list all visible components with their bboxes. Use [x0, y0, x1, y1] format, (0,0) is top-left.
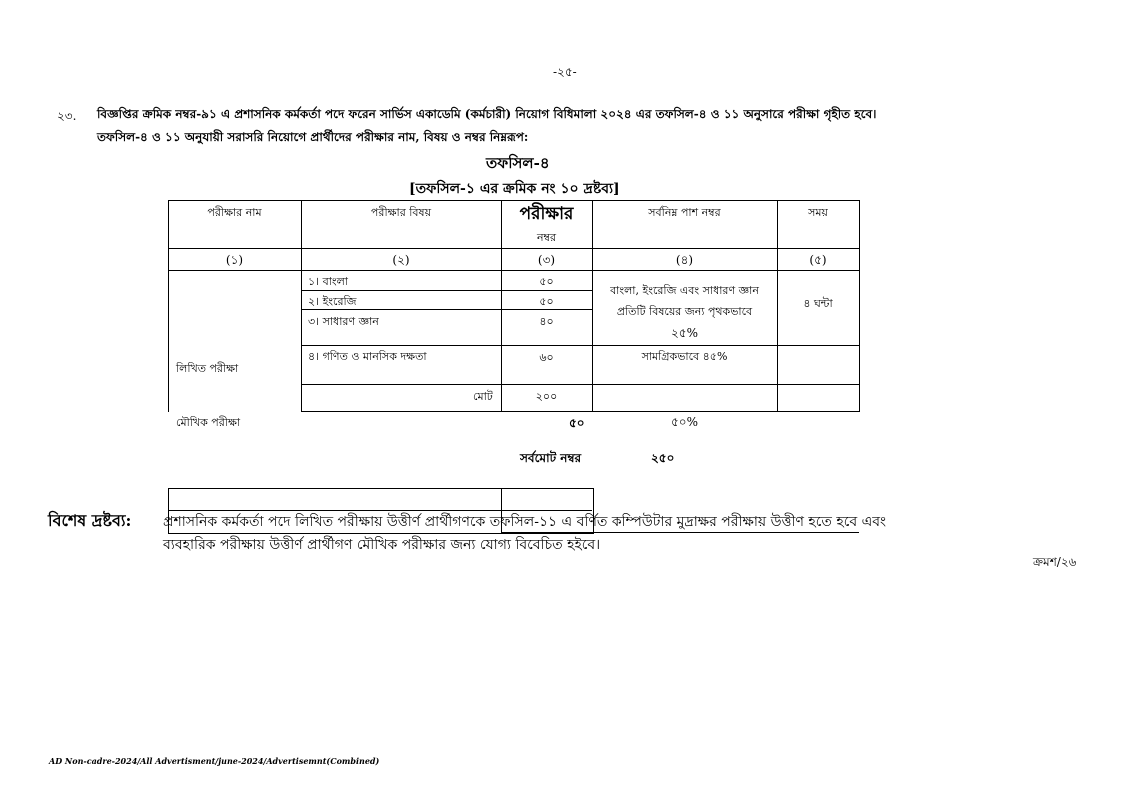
column-number: (৫) [809, 253, 827, 267]
subject-name: ১। বাংলা [308, 275, 349, 288]
column-number: (২) [392, 253, 410, 267]
written-exam-label: লিখিত পরীক্ষা [176, 362, 239, 375]
intro-paragraph-line-1: বিজ্ঞপ্তির ক্রমিক নম্বর-৯১ এ প্রশাসনিক কর্মকর্তা পদে ফরেন সার্ভিস একাডেমি (কর্মচারী) নিয়োগ বিধিমালা ২০২৪ এর তফসিল-৪ ও ১১ অনুসারে পরীক্ষা গৃহীত হবে। [97, 107, 877, 121]
special-note-line-1: প্রশাসনিক কর্মকর্তা পদে লিখিত পরীক্ষায় উত্তীর্ণ প্রার্থীগণকে তফসিল-১১ এ বর্ণিত কম্পিউটার মুদ্রাক্ষর পরীক্ষায় উত্তীণ হতে হবে এবং [163, 514, 887, 530]
pass-note-line-2: প্রতিটি বিষয়ের জন্য পৃথকভাবে [616, 305, 753, 318]
item-number: ২৩. [57, 109, 77, 123]
table-border-left [168, 200, 169, 412]
pass-note-line-1: বাংলা, ইংরেজি এবং সাধারণ জ্ঞান [610, 284, 759, 297]
table-border-right [859, 200, 860, 412]
viva-label: মৌখিক পরীক্ষা [176, 416, 241, 429]
viva-pass-mark: ৫০% [671, 415, 698, 429]
table-border-bottom [301, 411, 860, 412]
subject-marks: ৫০ [539, 295, 554, 308]
grand-total-label: সর্বমোট নম্বর [520, 451, 582, 465]
duration-value: ৪ ঘন্টা [803, 297, 833, 310]
column-number: (৪) [675, 253, 694, 267]
pass-overall: সামগ্রিকভাবে ৪৫% [641, 350, 728, 363]
subject-marks: ৪০ [539, 315, 554, 328]
viva-marks: ৫০ [569, 416, 585, 430]
schedule-subtitle: [তফসিল-১ এর ক্রমিক নং ১০ দ্রষ্টব্য] [409, 181, 620, 197]
continued-marker: ক্রমশ/২৬ [1033, 555, 1077, 569]
table-row-divider [168, 248, 860, 249]
exam-table [168, 200, 860, 412]
footer-path: AD Non-cadre-2024/All Advertisment/june-2024/Advertisemnt(Combined) [49, 756, 380, 766]
table-row-divider [301, 384, 860, 385]
header-exam-name: পরীক্ষার নাম [207, 206, 262, 219]
intro-paragraph-line-2: তফসিল-৪ ও ১১ অনুযায়ী সরাসরি নিয়োগে প্রার্থীদের পরীক্ষার নাম, বিষয় ও নম্বর নিম্নরূপ: [97, 130, 529, 144]
column-number: (১) [225, 253, 244, 267]
header-min-pass: সর্বনিম্ন পাশ নম্বর [648, 206, 721, 219]
subject-name: ৪। গণিত ও মানসিক দক্ষতা [308, 350, 427, 363]
special-note-heading: বিশেষ দ্রষ্টব্য: [48, 511, 132, 530]
grand-total-value: ২৫০ [651, 451, 675, 465]
header-duration: সময় [808, 206, 828, 219]
header-exam-marks-sub: নম্বর [536, 231, 557, 244]
total-marks: ২০০ [535, 390, 558, 403]
table-row-divider [301, 345, 860, 346]
pass-note-line-3: ২৫% [671, 326, 698, 340]
schedule-title: তফসিল-৪ [486, 154, 550, 172]
total-label: মোট [473, 390, 493, 403]
header-exam-marks: পরীক্ষার [519, 204, 574, 224]
subject-name: ২। ইংরেজি [308, 295, 357, 308]
special-note-line-2: ব্যবহারিক পরীক্ষায় উত্তীর্ণ প্রার্থীগণ মৌখিক পরীক্ষার জন্য যোগ্য বিবেচিত হইবে। [163, 537, 601, 553]
header-exam-subject: পরীক্ষার বিষয় [370, 206, 432, 219]
subject-marks: ৬০ [539, 351, 554, 364]
column-number: (৩) [537, 253, 556, 267]
subject-name: ৩। সাধারণ জ্ঞান [308, 315, 379, 328]
page-number: -২৫- [553, 65, 577, 79]
table-col-divider [301, 200, 302, 412]
subject-marks: ৫০ [539, 275, 554, 288]
